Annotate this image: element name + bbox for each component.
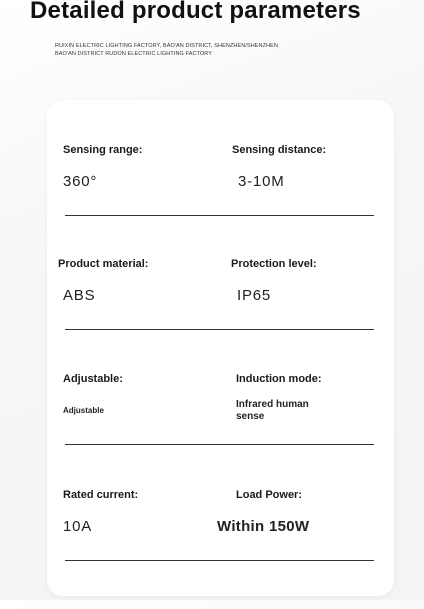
factory-address-line-1: RUIXIN ELECTRIC LIGHTING FACTORY, BAO'AN DISTRICT, SHENZHEN/SHENZHEN [55, 43, 278, 49]
page-title: Detailed product parameters [30, 0, 361, 24]
param-label: Sensing distance: [232, 144, 327, 156]
parameters-card [47, 100, 394, 596]
param-label: Sensing range: [63, 144, 143, 156]
param-sensing-range [63, 144, 142, 190]
factory-address-line-2: BAO'AN DISTRICT RUDON ELECTRIC LIGHTING FACTORY [55, 51, 213, 57]
param-rated-current [63, 489, 138, 535]
param-value: IP65 [237, 287, 272, 304]
param-value: ABS [63, 287, 96, 304]
param-row-power [47, 489, 394, 609]
param-adjustable [63, 373, 123, 415]
divider [65, 560, 374, 561]
param-label: Product material: [58, 258, 149, 270]
param-product-material [58, 258, 148, 304]
param-label: Load Power: [236, 489, 303, 501]
param-value: 3-10M [238, 173, 285, 190]
param-induction-mode [236, 373, 326, 423]
param-label: Induction mode: [236, 373, 322, 385]
param-row-adjustable [47, 373, 394, 493]
param-value: 360° [63, 173, 98, 190]
param-sensing-distance [232, 144, 326, 190]
param-row-sensing [47, 144, 394, 264]
param-value: Within 150W [217, 518, 310, 535]
param-load-power [217, 489, 310, 535]
divider [65, 444, 374, 445]
param-label: Protection level: [231, 258, 317, 270]
param-label: Adjustable: [63, 373, 123, 385]
param-value: Infrared human sense [236, 399, 309, 422]
divider [65, 215, 374, 216]
param-protection-level [231, 258, 317, 304]
param-value: Adjustable [63, 406, 104, 415]
divider [65, 329, 374, 330]
factory-address [55, 42, 278, 58]
param-value: 10A [63, 518, 93, 535]
param-label: Rated current: [63, 489, 139, 501]
param-row-material [47, 258, 394, 378]
